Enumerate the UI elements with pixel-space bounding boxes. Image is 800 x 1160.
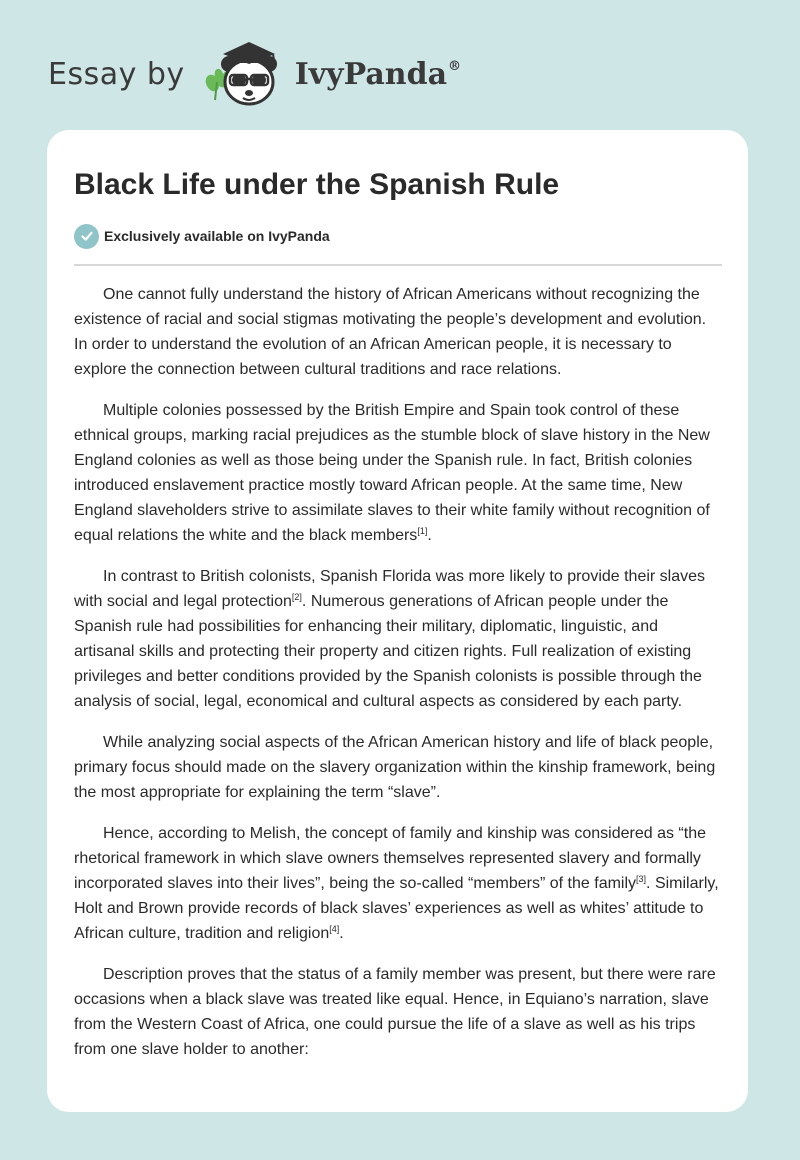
paragraph-text: One cannot fully understand the history of African Americans without recognizing the existence of racial and social stigmas motivating the people’s development and evolution. In order to understand the evolution of an African American people, it is necessary to explore the connection between cultural traditions and race relations. bbox=[74, 286, 707, 378]
footnote-ref[interactable]: [3] bbox=[636, 874, 647, 884]
body-paragraph bbox=[74, 282, 722, 382]
paragraph-text: In contrast to British colonists, Spanish Florida was more likely to provide their slaves with social and legal protection bbox=[74, 568, 706, 610]
paragraph-text: While analyzing social aspects of the African American history and life of black people, primary focus should made on the slavery organization within the kinship framework, being the most appropriate for explaining the term “slave”. bbox=[74, 734, 716, 801]
essay-title: Black Life under the Spanish Rule bbox=[74, 168, 560, 201]
essay-by-label: Essay by bbox=[48, 56, 185, 92]
brand-label: IvyPanda bbox=[294, 56, 448, 92]
body-paragraph bbox=[74, 398, 722, 548]
exclusive-badge bbox=[74, 222, 722, 250]
essay-body bbox=[74, 282, 722, 1062]
paragraph-text: . bbox=[339, 925, 344, 942]
check-icon bbox=[74, 224, 99, 249]
exclusive-badge-label: Exclusively available on IvyPanda bbox=[104, 228, 330, 244]
brand-name[interactable] bbox=[295, 57, 461, 92]
footnote-ref[interactable]: [2] bbox=[291, 592, 302, 602]
footnote-ref[interactable]: [1] bbox=[417, 526, 428, 536]
essay-card bbox=[47, 130, 748, 1112]
paragraph-text: Hence, according to Melish, the concept of family and kinship was considered as “the rhetorical framework in which slave owners themselves represented slavery and formally incorporated slaves into their lives”, being the so-called “members” of the family bbox=[74, 825, 706, 892]
panda-graduate-icon bbox=[197, 38, 289, 110]
body-paragraph bbox=[74, 730, 722, 805]
body-paragraph bbox=[74, 821, 722, 946]
body-paragraph bbox=[74, 962, 722, 1062]
paragraph-text: Description proves that the status of a family member was present, but there were rare occasions when a black slave was treated like equal. Hence, in Equiano’s narration, slave from the Western Coast of Africa, one could pursue the life of a slave as well as his trips from one slave holder to another: bbox=[74, 966, 716, 1058]
registered-mark: ® bbox=[448, 58, 462, 74]
body-paragraph bbox=[74, 564, 722, 714]
paragraph-text: . Similarly, Holt and Brown provide records of black slaves’ experiences as well as whites’ attitude to African culture, tradition and religion bbox=[74, 875, 719, 942]
title-divider bbox=[74, 264, 722, 266]
paragraph-text: . Numerous generations of African people under the Spanish rule had possibilities for enhancing their military, diplomatic, linguistic, and artisanal skills and protecting their property and citizen rights. Full realization of existing privileges and better conditions provided by the Spanish colonists is possible through the analysis of social, legal, economical and cultural aspects as considered by each party. bbox=[74, 593, 702, 710]
paragraph-text: Multiple colonies possessed by the British Empire and Spain took control of these ethnical groups, marking racial prejudices as the stumble block of slave history in the New England colonies as well as those being under the Spanish rule. In fact, British colonies introduced enslavement practice mostly toward African people. At the same time, New England slaveholders strive to assimilate slaves to their white family without recognition of equal relations the white and the black members bbox=[74, 402, 710, 544]
site-header bbox=[48, 38, 461, 110]
footnote-ref[interactable]: [4] bbox=[329, 924, 340, 934]
paragraph-text: . bbox=[427, 527, 432, 544]
